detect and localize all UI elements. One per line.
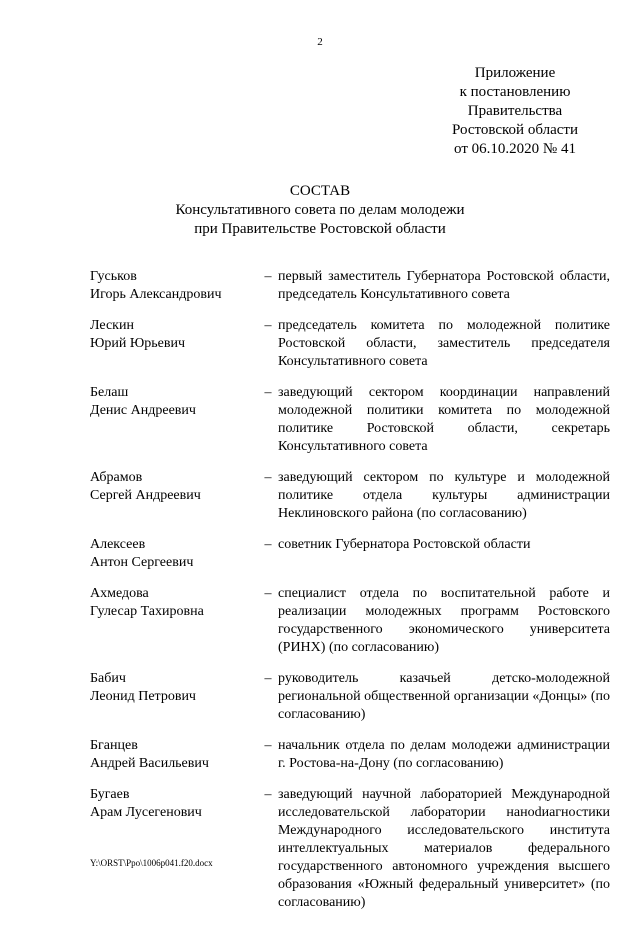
member-dash: – — [264, 470, 272, 485]
member-role-line: Неклиновского района (по согласованию) — [278, 506, 527, 521]
member-surname: Бугаев — [90, 787, 130, 802]
member-role-line: первый заместитель Губернатора Ростовской — [278, 269, 554, 284]
member-surname: Бабич — [90, 671, 126, 686]
member-name — [90, 786, 258, 912]
page-number: 2 — [317, 36, 323, 48]
member-surname: Абрамов — [90, 470, 143, 485]
member-role-line: университет» (по согласованию) — [278, 877, 610, 910]
member-role-line: администрации г. Ростова-на-Дону (по согласованию) — [278, 738, 610, 771]
member-role — [278, 670, 610, 724]
member-dash: – — [264, 671, 272, 686]
member-dash: – — [264, 385, 272, 400]
member-name — [90, 317, 258, 371]
document-heading — [0, 182, 640, 239]
member-role-line: заведующий сектором по культуре и молодежной — [278, 470, 610, 485]
member-given-names: Денис Андреевич — [90, 403, 196, 418]
member-role-line: заведующий сектором координации направлений — [278, 385, 610, 400]
member-surname: Бганцев — [90, 738, 138, 753]
appendix-line: к постановлению — [459, 84, 571, 100]
heading-subtitle: Консультативного совета по делам молодежи — [175, 202, 465, 218]
appendix-block — [400, 64, 630, 159]
member-dash: – — [264, 318, 272, 333]
member-given-names: Антон Сергеевич — [90, 555, 194, 570]
member-role-line: интеллектуальных материалов федерального — [278, 841, 610, 856]
member-name — [90, 384, 258, 456]
member-row — [90, 384, 610, 456]
member-role — [278, 585, 610, 657]
member-given-names: Юрий Юрьевич — [90, 336, 186, 351]
member-surname: Ахмедова — [90, 586, 149, 601]
member-role-line: (по согласованию) — [278, 689, 610, 722]
member-row — [90, 786, 610, 912]
members-list — [90, 268, 610, 925]
member-role — [278, 384, 610, 456]
member-role-line: специалист отдела по воспитательной работе — [278, 586, 589, 601]
appendix-line: Правительства — [467, 103, 563, 119]
member-role-line: молодежной политики комитета по молодежной — [278, 403, 610, 418]
member-name — [90, 585, 258, 657]
member-dash: – — [264, 537, 272, 552]
member-given-names: Арам Лусегенович — [90, 805, 202, 820]
member-given-names: Гулесар Тахировна — [90, 604, 204, 619]
heading-subtitle: при Правительстве Ростовской области — [194, 221, 446, 237]
member-name — [90, 670, 258, 724]
member-row — [90, 670, 610, 724]
member-role-line: региональной общественной организации «Донцы» — [278, 689, 588, 704]
heading-title: СОСТАВ — [289, 183, 351, 199]
member-row — [90, 469, 610, 523]
member-name — [90, 536, 258, 572]
appendix-line: от 06.10.2020 № 41 — [454, 141, 576, 157]
member-role-line: политике Ростовской области, секретарь — [278, 421, 610, 436]
member-role-line: руководитель казачьей детско-молодежной — [278, 671, 610, 686]
member-role-line: советник Губернатора Ростовской области — [278, 537, 531, 552]
member-role — [278, 469, 610, 523]
member-dash: – — [264, 586, 272, 601]
member-given-names: Сергей Андреевич — [90, 488, 201, 503]
member-role-line: (РИНХ) (по согласованию) — [278, 640, 439, 655]
member-given-names: Андрей Васильевич — [90, 756, 209, 771]
member-dash: – — [264, 738, 272, 753]
member-role-line: политике отдела культуры администрации — [278, 488, 610, 503]
member-role — [278, 786, 610, 912]
member-name — [90, 268, 258, 304]
member-role-line: и реализации молодежных программ Ростовского — [278, 586, 610, 619]
member-role — [278, 317, 610, 371]
member-row — [90, 268, 610, 304]
member-role-line: государственного экономического университета — [278, 622, 610, 637]
member-role-line: высшего образования «Южный федеральный — [278, 859, 611, 892]
member-role-line: государственного автономного учреждения — [278, 859, 549, 874]
member-row — [90, 536, 610, 572]
member-surname: Гуськов — [90, 269, 137, 284]
member-role-line: председатель комитета по молодежной политике — [278, 318, 610, 333]
member-role — [278, 268, 610, 304]
member-row — [90, 737, 610, 773]
member-role-line: заведующий научной лабораторией Международной — [278, 787, 610, 802]
member-role — [278, 737, 610, 773]
member-given-names: Леонид Петрович — [90, 689, 196, 704]
appendix-line: Ростовской области — [452, 122, 578, 138]
member-role-line: Консультативного совета — [278, 354, 428, 369]
member-role-line: области, председатель Консультативного совета — [278, 269, 610, 302]
member-dash: – — [264, 269, 272, 284]
member-surname: Алексеев — [90, 537, 146, 552]
member-surname: Белаш — [90, 385, 129, 400]
member-dash: – — [264, 787, 272, 802]
member-role-line: Международного исследовательского института — [278, 823, 610, 838]
member-role-line: исследовательской лаборатории наноdиагностики — [278, 805, 610, 820]
member-given-names: Игорь Александрович — [90, 287, 222, 302]
member-row — [90, 585, 610, 657]
member-name — [90, 469, 258, 523]
member-role-line: начальник отдела по делам молодежи — [278, 738, 512, 753]
member-name — [90, 737, 258, 773]
member-role — [278, 536, 610, 572]
member-surname: Лескин — [90, 318, 134, 333]
member-row — [90, 317, 610, 371]
appendix-line: Приложение — [474, 65, 556, 81]
file-path-footer: Y:\ORST\Ppo\1006p041.f20.docx — [90, 858, 213, 868]
member-role-line: Консультативного совета — [278, 439, 428, 454]
member-role-line: Ростовской области, заместитель председателя — [278, 336, 610, 351]
